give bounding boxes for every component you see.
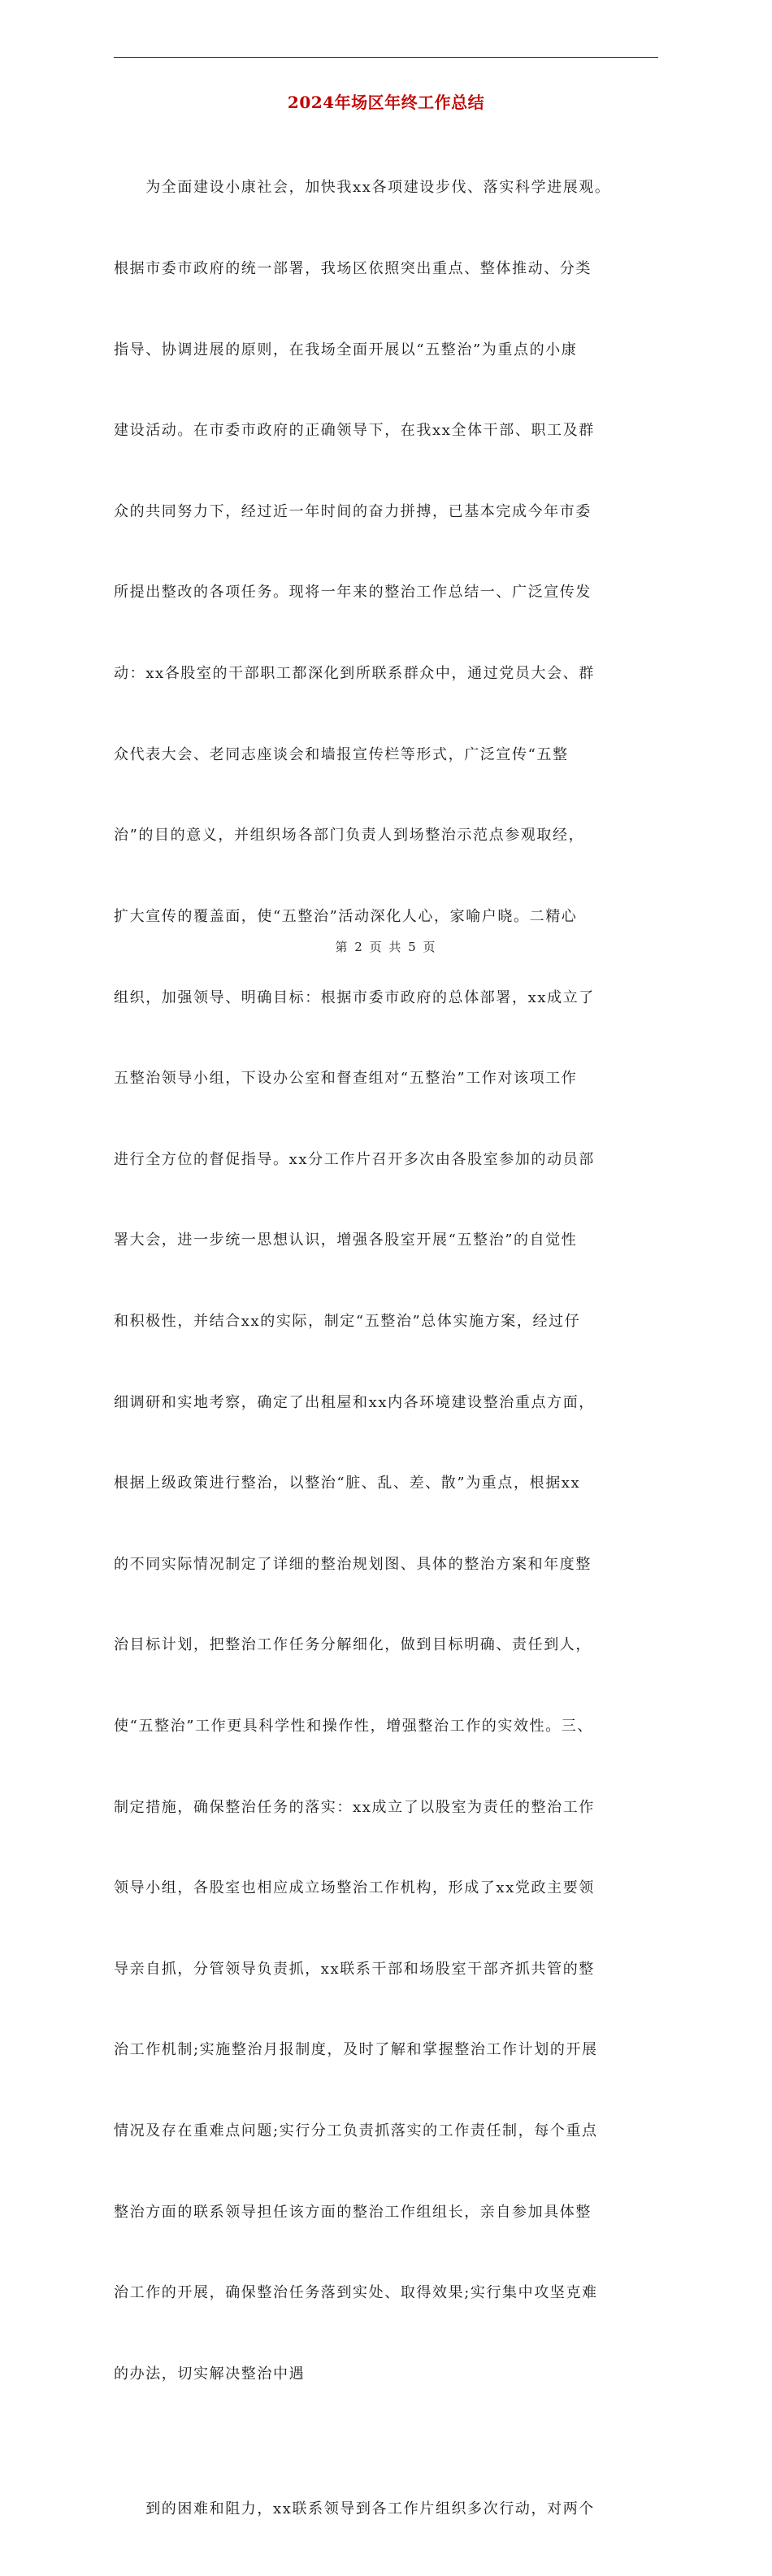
text-line: 和积极性，并结合xx的实际，制定“五整治”总体实施方案，经过仔 [114,1312,581,1330]
text-line: 众代表大会、老同志座谈会和墙报宣传栏等形式，广泛宣传“五整 [114,745,569,763]
text-line: 建设活动。在市委市政府的正确领导下，在我xx全体干部、职工及群 [114,422,595,440]
text-line: 细调研和实地考察，确定了出租屋和xx内各环境建设整治重点方面， [114,1393,595,1411]
text-line: 的不同实际情况制定了详细的整治规划图、具体的整治方案和年度整 [114,1555,592,1573]
page-number-footer: 第 2 页 共 5 页 [335,940,437,954]
text-line: 导亲自抓，分管领导负责抓，xx联系干部和场股室干部齐抓共管的整 [114,1960,595,1978]
text-line: 根据上级政策进行整治，以整治“脏、乱、差、散”为重点，根据xx [114,1475,581,1492]
text-line: 领导小组，各股室也相应成立场整治工作机构，形成了xx党政主要领 [114,1879,595,1897]
text-line: 治”的目的意义，并组织场各部门负责人到场整治示范点参观取经， [114,827,585,845]
text-line: 治工作机制;实施整治月报制度，及时了解和掌握整治工作计划的开展 [114,2041,598,2059]
text-line: 整治方面的联系领导担任该方面的整治工作组组长，亲自参加具体整 [114,2203,592,2221]
document-title: 2024年场区年终工作总结 [287,93,485,112]
text-line: 制定措施，确保整治任务的落实：xx成立了以股室为责任的整治工作 [114,1798,595,1816]
header-rule [114,57,658,58]
text-line: 动：xx各股室的干部职工都深化到所联系群众中，通过党员大会、群 [114,665,595,683]
text-line: 为全面建设小康社会，加快我xx各项建设步伐、落实科学进展观。 [114,179,611,197]
text-line: 的办法，切实解决整治中遇 [114,2365,306,2383]
text-line: 所提出整改的各项任务。现将一年来的整治工作总结一、广泛宣传发 [114,584,592,602]
text-line: 到的困难和阻力，xx联系领导到各工作片组织多次行动，对两个 [114,2500,595,2517]
text-line: 根据市委市政府的统一部署，我场区依照突出重点、整体推动、分类 [114,260,592,278]
text-line: 五整治领导小组，下设办公室和督查组对“五整治”工作对该项工作 [114,1070,578,1088]
body-paragraph-1 [114,120,674,2441]
text-line: 进行全方位的督促指导。xx分工作片召开多次由各股室参加的动员部 [114,1150,595,1168]
text-line: 组织，加强领导、明确目标：根据市委市政府的总体部署，xx成立了 [114,988,595,1006]
text-line: 署大会，进一步统一思想认识，增强各股室开展“五整治”的自觉性 [114,1232,578,1249]
text-line: 使“五整治”工作更具科学性和操作性，增强整治工作的实效性。三、 [114,1717,594,1735]
document-body [114,120,674,2576]
text-line: 众的共同努力下，经过近一年时间的奋力拼搏，已基本完成今年市委 [114,502,592,520]
text-line: 治工作的开展，确保整治任务落到实处、取得效果;实行集中攻坚克难 [114,2284,598,2302]
text-line: 治目标计划，把整治工作任务分解细化，做到目标明确、责任到人， [114,1636,592,1654]
text-line: 扩大宣传的覆盖面，使“五整治”活动深化人心，家喻户晓。二精心 [114,907,578,925]
text-line: 情况及存在重难点问题;实行分工负责抓落实的工作责任制，每个重点 [114,2122,598,2140]
text-line: 指导、协调进展的原则，在我场全面开展以“五整治”为重点的小康 [114,341,578,358]
body-paragraph-2 [114,2441,674,2576]
